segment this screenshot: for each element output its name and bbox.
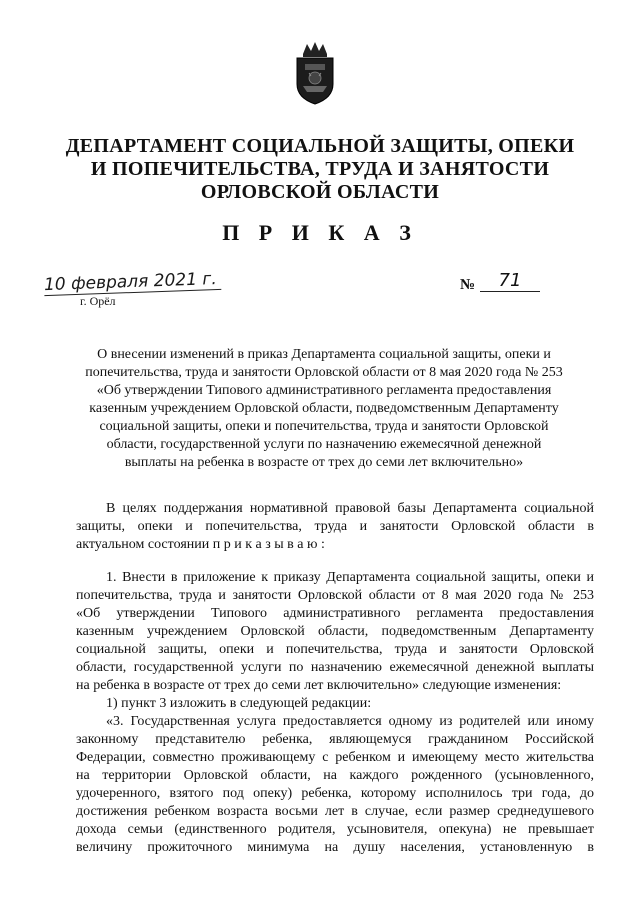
body-line: «Об утверждении Типового административного регламента предоставления: [76, 606, 594, 621]
body-line: социальной защиты, опеки и попечительства, труда и занятости Орловской: [76, 642, 594, 657]
department-name-line: ДЕПАРТАМЕНТ СОЦИАЛЬНОЙ ЗАЩИТЫ, ОПЕКИ: [65, 135, 575, 157]
body-line: 1) пункт 3 изложить в следующей редакции:: [106, 696, 372, 711]
order-title-line: «Об утверждении Типового административного регламента предоставления: [96, 383, 552, 398]
order-title-line: социальной защиты, опеки и попечительства, труда и занятости Орловской: [99, 419, 549, 434]
body-line: «3. Государственная услуга предоставляется одному из родителей или иному: [106, 714, 594, 729]
body-line: дохода семьи (единственного родителя, усыновителя, опекуна) не превышает: [76, 822, 594, 837]
body-line: области, государственной услуги по назначению ежемесячной денежной выплаты: [76, 660, 594, 675]
preamble-paragraph: [76, 500, 594, 554]
body-text: [76, 569, 594, 857]
document-number: 71: [480, 270, 540, 292]
body-line: Федерации, совместно проживающему с ребенком и имеющему место жительства: [76, 750, 594, 765]
body-line: попечительства, труда и занятости Орловской области от 8 мая 2020 года № 253: [76, 588, 594, 603]
body-line: достижения ребенком возраста восьми лет в случае, если размер среднедушевого: [76, 804, 594, 819]
document-number-label: №: [460, 277, 476, 293]
preamble-line: актуальном состоянии п р и к а з ы в а ю :: [76, 537, 325, 552]
body-line: казенным учреждением Орловской области, подведомственным Департаменту: [76, 624, 594, 639]
department-name: [60, 135, 580, 204]
body-line: 1. Внести в приложение к приказу Департамента социальной защиты, опеки и: [106, 570, 594, 585]
document-city: г. Орёл: [80, 294, 116, 308]
order-title-line: выплаты на ребенка в возрасте от трех до семи лет включительно»: [124, 455, 524, 470]
department-name-line: ОРЛОВСКОЙ ОБЛАСТИ: [200, 181, 440, 203]
document-type: П Р И К А З: [222, 220, 418, 245]
document-date: 10 февраля 2021 г.: [44, 269, 221, 296]
department-name-line: И ПОПЕЧИТЕЛЬСТВА, ТРУДА И ЗАНЯТОСТИ: [90, 158, 550, 180]
order-title-line: О внесении изменений в приказ Департамента социальной защиты, опеки и: [97, 347, 551, 362]
order-title-line: области, государственной услуги по назначению ежемесячной денежной: [106, 437, 542, 452]
body-line: законному представителю ребенка, являющемуся гражданином Российской: [76, 732, 594, 747]
preamble-line: В целях поддержания нормативной правовой базы Департамента социальной: [106, 501, 594, 516]
body-line: на территории Орловской области, на каждого рожденного (усыновленного,: [76, 768, 594, 783]
body-line: удочеренного, взятого под опеку) ребенка, которому исполнилось три года, до: [76, 786, 594, 801]
order-title: [78, 346, 570, 472]
body-line: величину прожиточного минимума на душу населения, установленную в: [76, 840, 594, 855]
body-line: на ребенка в возрасте от трех до семи лет включительно» следующие изменения:: [76, 678, 562, 693]
orel-region-coat-of-arms-icon: [289, 40, 341, 106]
order-title-line: попечительства, труда и занятости Орловской области от 8 мая 2020 года № 253: [85, 365, 563, 380]
order-title-line: казенным учреждением Орловской области, подведомственным Департаменту: [89, 401, 559, 416]
coat-of-arms-icon: [289, 40, 341, 106]
preamble-line: защиты, опеки и попечительства, труда и занятости Орловской области в: [76, 519, 594, 534]
